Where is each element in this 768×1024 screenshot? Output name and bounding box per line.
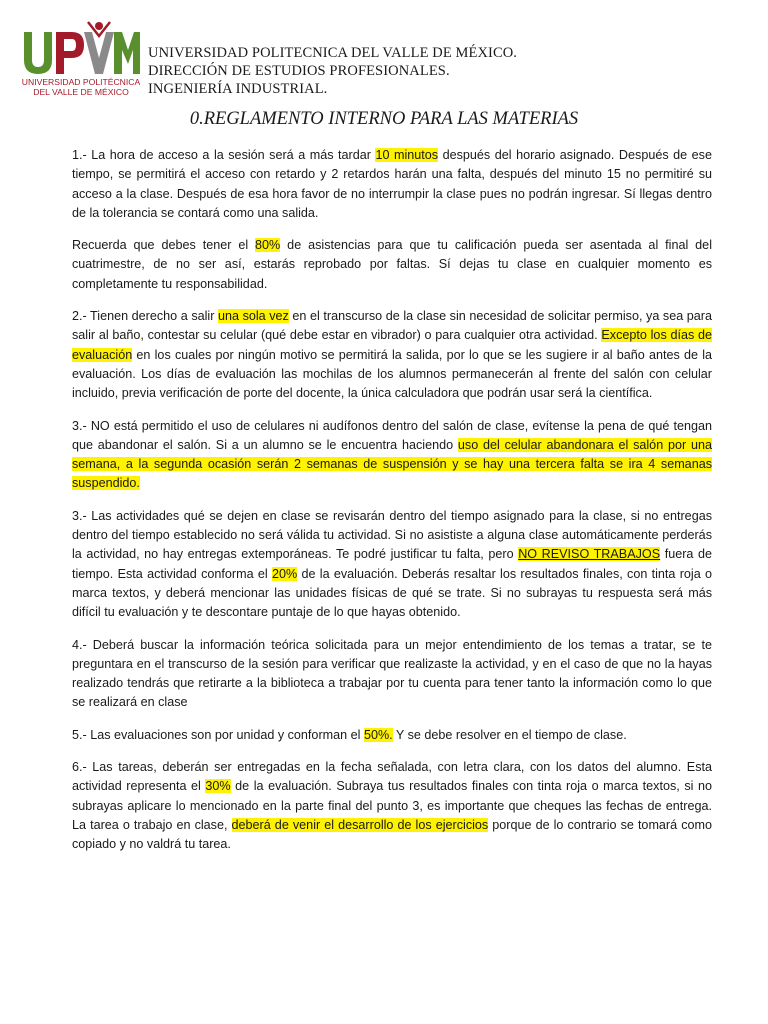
logo-letter-u	[24, 32, 52, 74]
logo-letter-p	[56, 32, 84, 74]
text-run: en el transcurso de la clase sin necesidad de solicitar permiso, ya sea para salir al baño, contestar su celular (qué debe estar en vibrador) o para cualquier otra actividad.	[72, 309, 712, 343]
text-run: 3.- Las actividades qué se dejen en clase se revisarán dentro del tiempo asignado para la clase, si no entregas dentro del tiempo establecido no será válida tu actividad. Si no asististe a alguna clase automáticamente perderás la actividad, no hay entregas extemporáneas. Te podré justificar tu falta, pero	[72, 508, 712, 562]
paragraph-2-exits	[72, 307, 712, 403]
highlight-80-percent: 80%	[255, 238, 281, 253]
text-run: Recuerda que debes tener el	[72, 238, 256, 253]
text-run: 2.- Tienen derecho a salir	[72, 309, 218, 324]
text-run: fuera de tiempo. Esta actividad conforma el	[72, 547, 712, 581]
program-name: INGENIERÍA INDUSTRIAL.	[148, 81, 328, 97]
logo-caption-1: UNIVERSIDAD POLITÉCNICA	[22, 77, 140, 87]
text-run: porque de lo contrario se tomará como copiado y no valdrá tu tarea.	[72, 817, 712, 852]
paragraph-3-phones	[72, 417, 712, 494]
text-run: de la evaluación. Deberás resaltar los resultados finales, con tinta roja o marca textos, y deberá mencionar las unidades físicas de qué se trate. Si no subrayas tu respuesta será más difícil tu evaluación y te descontare puntaje de lo que hayas obtenido.	[72, 566, 713, 620]
text-run: 6.- Las tareas, deberán ser entregadas en la fecha señalada, con letra clara, con los datos del alumno. Esta actividad representa el	[72, 760, 712, 794]
highlight-desarrollo-ejercicios: deberá de venir el desarrollo de los ejercicios	[231, 817, 489, 832]
highlight-10-minutos: 10 minutos	[375, 148, 439, 162]
text-run: de asistencias para que tu calificación pueda ser asentada al final del cuatrimestre, de no ser así, estarás reprobado por faltas. Sí dejas tu clase en cualquier momento es completamente tu responsabilidad.	[72, 238, 712, 291]
document-title: 0.REGLAMENTO INTERNO PARA LAS MATERIAS	[189, 109, 579, 129]
highlight-30-percent: 30%	[205, 779, 231, 794]
paragraph-6-homework	[72, 758, 712, 854]
text-run: después del horario asignado. Después de ese tiempo, se permitirá el acceso con retardo y 2 retardos harán una falta, después del minuto 15 no permitiré su acceso a la clase. Después de esa hora favor de no interrumpir la clase pues no podrán ingresar. Sí llegas dentro de la tolerancia se contará como una salida.	[72, 148, 712, 220]
paragraph-3-activities	[72, 507, 712, 623]
text-run: 5.- Las evaluaciones son por unidad y conforman el	[72, 727, 364, 742]
logo-letter-m	[114, 32, 140, 74]
paragraph-5-evaluations	[72, 726, 712, 745]
text-run: de la evaluación. Subraya tus resultados finales con tinta roja o marca textos, si no subrayas aplicare lo mencionado en la parte final del punto 3, es importante que cheques las fechas de entrega. La tarea o trabajo en clase,	[72, 779, 712, 832]
paragraph-1-access-time	[72, 146, 712, 223]
text-run: Y se debe resolver en el tiempo de clase.	[392, 727, 627, 742]
logo-letter-v	[84, 32, 114, 74]
highlight-dias-evaluacion: Excepto los días de evaluación	[72, 328, 713, 362]
department-name: DIRECCIÓN DE ESTUDIOS PROFESIONALES.	[148, 63, 450, 79]
highlight-no-reviso-trabajos: NO REVISO TRABAJOS	[518, 547, 661, 562]
upvm-logo	[22, 18, 140, 98]
document-header	[22, 18, 752, 110]
institution-name: UNIVERSIDAD POLITECNICA DEL VALLE DE MÉXICO.	[148, 45, 518, 61]
logo-caption-2: DEL VALLE DE MÉXICO	[33, 87, 129, 97]
highlight-20-percent: 20%	[271, 566, 298, 581]
text-run: 1.- La hora de acceso a la sesión será a más tardar	[72, 148, 376, 162]
regulation-body	[72, 146, 712, 868]
text-run: 3.- NO está permitido el uso de celulares ni audífonos dentro del salón de clase, evítense la pena de qué tengan que abandonar el salón. Si a un alumno se le encuentra haciendo	[72, 418, 712, 452]
paragraph-attendance	[72, 236, 712, 294]
logo-figure-head	[95, 22, 103, 30]
text-run: en los cuales por ningún motivo se permitirá la salida, por lo que se les sugiere ir al baño antes de la evaluación. Los días de evaluación las mochilas de los alumnos permanecerán al frente del salón con celular incluido, previa verificación de porte del docente, la única calculadora que podrán usar será la científica.	[72, 347, 712, 401]
highlight-50-percent: 50%.	[363, 727, 393, 742]
upvm-logo-graphic	[22, 18, 140, 98]
paragraph-4-research: 4.- Deberá buscar la información teórica solicitada para un mejor entendimiento de los temas a tratar, se te preguntara en el transcurso de la sesión para verificar que realizaste la actividad, y en el caso de que no la hayas realizado tendrás que retirarte a la biblioteca a trabajar por tu cuenta para tener tanto la información como lo que se realizará en clase	[72, 637, 712, 710]
highlight-una-sola-vez: una sola vez	[217, 309, 289, 324]
institution-lines	[148, 44, 517, 98]
highlight-phone-suspension: uso del celular abandonara el salón por una semana, a la segunda ocasión serán 2 semanas de suspensión y se hay una tercera falta se ira 4 semanas suspendido.	[72, 437, 712, 491]
